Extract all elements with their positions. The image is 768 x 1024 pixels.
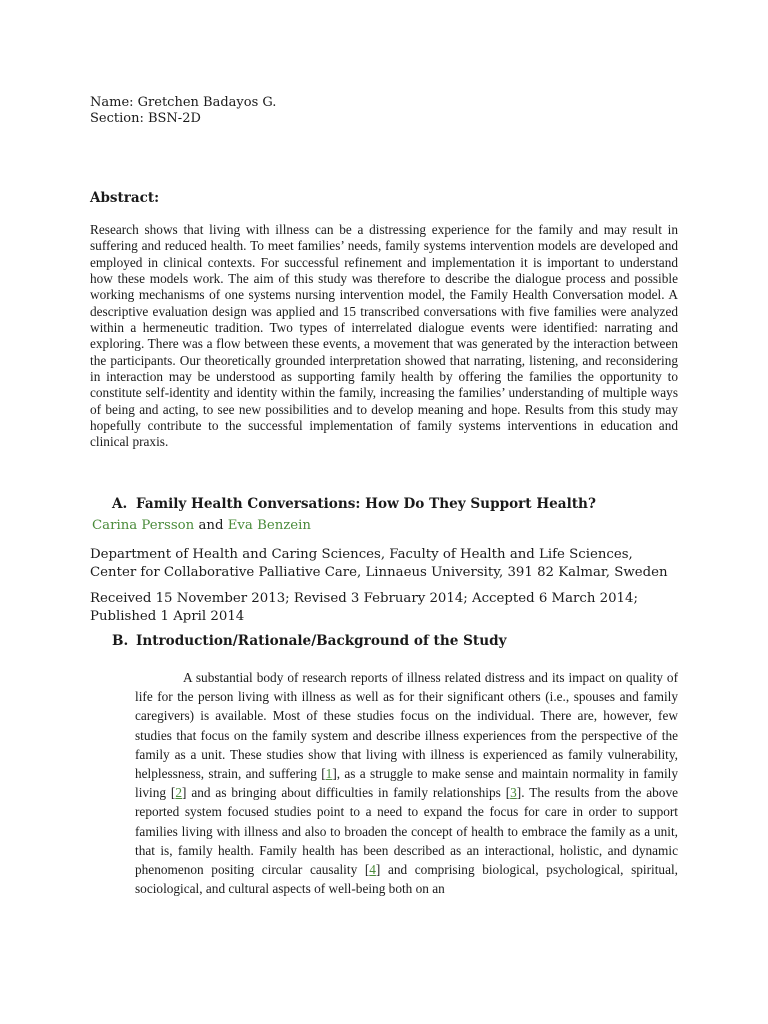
section-a-letter: A. [112,496,128,512]
section-b-heading [112,633,506,649]
publication-dates: Received 15 November 2013; Revised 3 February 2014; Accepted 6 March 2014; Published 1 April 2014 [90,591,638,624]
section-b-title: Introduction/Rationale/Background of the Study [136,633,507,649]
author-link[interactable]: Carina Persson [92,518,195,533]
author-link[interactable]: Eva Benzein [227,518,311,533]
citation-link[interactable]: 2 [175,785,183,801]
section-b-letter: B. [112,633,129,649]
introduction-body [135,668,678,898]
abstract-body: Research shows that living with illness can be a distressing experience for the family and may result in suffering and reduced health. To meet families’ needs, family systems intervention models are developed and employed in clinical contexts. For successful refinement and implementation it is important to understand how these models work. The aim of this study was therefore to describe the dialogue process and possible working mechanisms of one systems nursing intervention model, the Family Health Conversation model. A descriptive evaluation design was applied and 15 transcribed conversations with five families were analyzed within a hermeneutic tradition. Two types of interrelated dialogue events were identified: narrating and exploring. There was a flow between these events, a movement that was generated by the interaction between the participants. Our theoretically grounded interpretation showed that narrating, listening, and reconsidering in interaction may be understood as supporting family health by offering the families the opportunity to constitute self-identity and identity within the family, increasing the families’ understanding of multiple ways of being and acting, to see new possibilities and to develop meaning and hope. Results from this study may hopefully contribute to the successful implementation of family systems interventions in education and clinical praxis. [90,222,678,450]
citation-link[interactable]: 1 [325,766,333,782]
citation-link[interactable]: 3 [510,785,517,801]
student-section: Section: BSN-2D [90,111,201,126]
author-separator: and [198,518,224,533]
intro-text: ], as a struggle to make sense and maintain normality in family living [ [135,766,678,801]
intro-text: ] and as bringing about difficulties in family relationships [ [182,785,511,801]
section-a-heading [112,496,596,512]
section-a-title: Family Health Conversations: How Do They Support Health? [136,496,596,512]
intro-text: ] and comprising biological, psychological, spiritual, sociological, and cultural aspects of well-being both on an [135,862,678,897]
author-list [92,518,311,533]
abstract-heading: Abstract: [90,190,160,206]
student-name: Name: Gretchen Badayos G. [90,95,277,110]
citation-link[interactable]: 4 [369,862,376,878]
intro-text: ]. The results from the above reported system focused studies point to a need to expand the focus for care in order to support families living with illness and also to broaden the concept of health to embrace the family as a unit, that is, family health. Family health has been described as an interactional, holistic, and dynamic phenomenon positing circular causality [ [135,785,678,878]
intro-text: A substantial body of research reports of illness related distress and its impact on quality of life for the person living with illness as well as for their significant others (i.e., spouses and family caregivers) is available. Most of these studies focus on the individual. There are, however, few studies that focus on the family system and describe illness experiences from the perspective of the family as a unit. These studies show that living with illness is experienced as family vulnerability, helplessness, strain, and suffering [ [135,670,678,782]
affiliation: Department of Health and Caring Sciences, Faculty of Health and Life Sciences, Center for Collaborative Palliative Care, Linnaeus University, 391 82 Kalmar, Sweden [90,547,668,580]
